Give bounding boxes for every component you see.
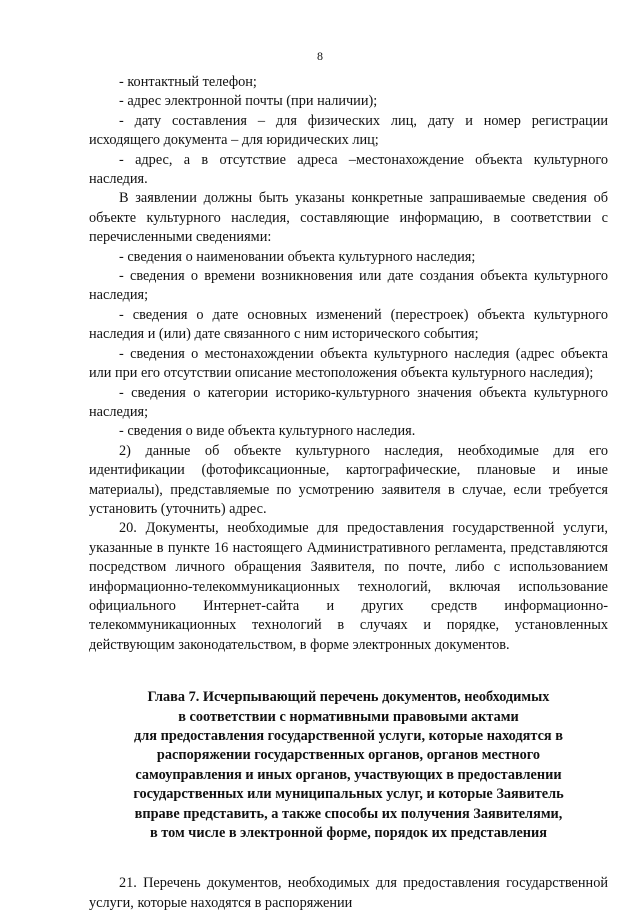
paragraph: - сведения о местонахождении объекта культурного наследия (адрес объекта или при его отсутствии описание местоположения объекта культурного наследия); [89, 345, 608, 382]
paragraph: - сведения о времени возникновения или дате создания объекта культурного наследия; [89, 268, 608, 304]
paragraph: - контактный телефон; [119, 74, 257, 90]
paragraph: - сведения о виде объекта культурного наследия. [119, 423, 416, 440]
chapter-heading-line: самоуправления и иных органов, участвующих в предоставлении [135, 766, 562, 783]
chapter-heading [89, 688, 608, 843]
paragraph: В заявлении должны быть указаны конкретные запрашиваемые сведения об объекте культурного наследия, составляющие информацию, в соответствии с перечисленными сведениями: [89, 190, 608, 246]
paragraph: - адрес, а в отсутствие адреса –местонахождение объекта культурного наследия. [89, 151, 608, 188]
paragraph: 20. Документы, необходимые для предоставления государственной услуги, указанные в пункте 16 настоящего Административного регламента, представляются посредством личного обращения Заявителя, по почте, либо с использованием информационно-телекоммуникационных технологий, включая использование официального Интернет-сайта и других средств информационно-телекоммуникационных технологий в случаях и порядке, установленных действующим законодательством, в форме электронных документов. [89, 520, 608, 653]
chapter-heading-line: распоряжении государственных органов, органов местного [156, 747, 541, 764]
chapter-heading-line: в соответствии с нормативными правовыми актами [178, 708, 519, 725]
chapter-heading-line: государственных или муниципальных услуг, и которые Заявитель [133, 786, 564, 803]
page-number: 8 [317, 49, 323, 63]
paragraph: - сведения о наименовании объекта культурного наследия; [119, 248, 476, 265]
paragraph: 2) данные об объекте культурного наследия, необходимые для его идентификации (фотофиксационные, картографические, плановые и иные материалы), представляемые по усмотрению заявителя в случае, если требуется установить (уточнить) адрес. [89, 442, 608, 517]
document-body [89, 73, 608, 913]
paragraph: - сведения о категории историко-культурного значения объекта культурного наследия; [89, 384, 608, 420]
paragraph: - сведения о дате основных изменений (перестроек) объекта культурного наследия и (или) дате связанного с ним исторического события; [89, 306, 608, 343]
chapter-heading-line: Глава 7. Исчерпывающий перечень документов, необходимых [147, 689, 550, 706]
paragraph: - адрес электронной почты (при наличии); [119, 93, 378, 110]
chapter-heading-line: вправе представить, а также способы их получения Заявителями, [134, 805, 563, 822]
chapter-heading-line: для предоставления государственной услуги, которые находятся в [134, 728, 563, 744]
chapter-heading-line: в том числе в электронной форме, порядок их представления [149, 825, 548, 842]
paragraph: 21. Перечень документов, необходимых для предоставления государственной услуги, которые находятся в распоряжении [89, 875, 608, 911]
paragraph: - дату составления – для физических лиц, дату и номер регистрации исходящего документа – для юридических лиц; [89, 112, 608, 149]
